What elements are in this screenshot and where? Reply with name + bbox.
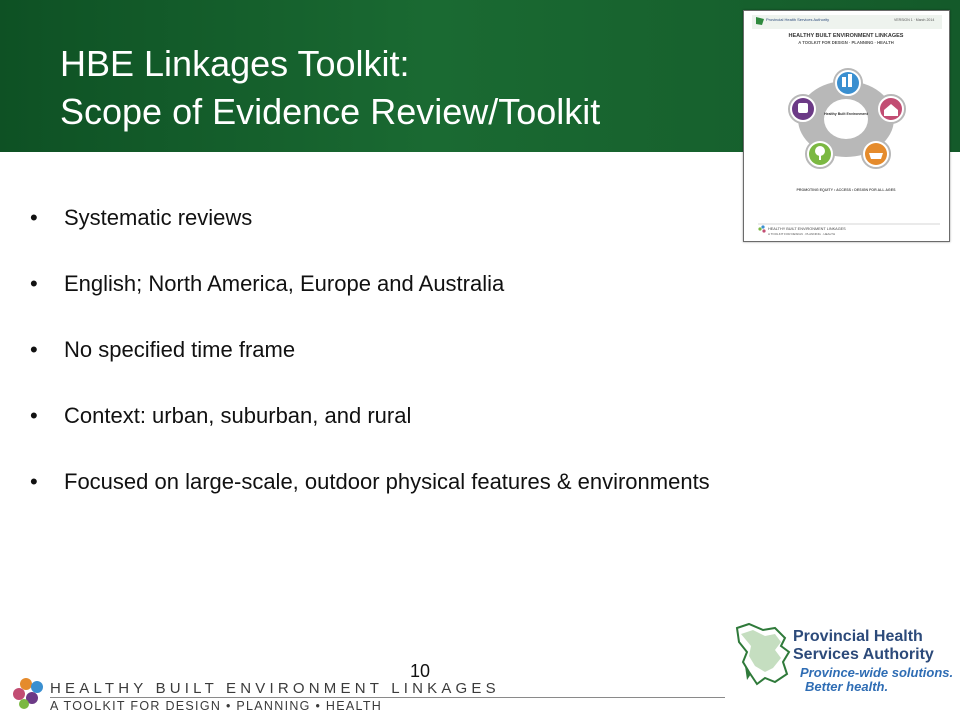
thumb-center-label: Healthy Built Environment [824, 112, 868, 116]
phsa-name-line2: Services Authority [793, 646, 934, 663]
bullet-marker: • [30, 337, 38, 362]
bullet-marker: • [30, 271, 38, 296]
bullet-marker: • [30, 403, 38, 428]
footer-subtitle: A TOOLKIT FOR DESIGN • PLANNING • HEALTH [50, 699, 383, 713]
slide-title [60, 40, 600, 136]
bullet-text: Systematic reviews [64, 205, 253, 230]
footer-divider [50, 697, 725, 698]
house-icon [877, 95, 905, 123]
phsa-tagline-line2: Better health. [805, 679, 889, 694]
train-icon [789, 95, 817, 123]
thumb-footer-subtitle: A TOOLKIT FOR DESIGN · PLANNING · HEALTH [768, 232, 836, 236]
phsa-name-line1: Provincial Health [793, 628, 923, 645]
toolkit-cover-thumbnail [743, 10, 950, 242]
bullet-text: English; North America, Europe and Australia [64, 271, 505, 296]
thumb-footer-title: HEALTHY BUILT ENVIRONMENT LINKAGES [768, 227, 846, 231]
slide-title-line2: Scope of Evidence Review/Toolkit [60, 91, 601, 132]
thumb-version: VERSION 1 · March 2014 [894, 18, 935, 22]
toolkit-cover-image [744, 11, 949, 241]
phsa-tagline-line1: Province-wide solutions. [800, 665, 954, 680]
thumb-title: HEALTHY BUILT ENVIRONMENT LINKAGES [788, 33, 904, 39]
food-basket-icon [862, 140, 890, 168]
slide-title-line1: HBE Linkages Toolkit: [60, 43, 410, 84]
bullet-marker: • [30, 205, 38, 230]
footer-title: HEALTHY BUILT ENVIRONMENT LINKAGES [50, 680, 500, 697]
bullet-text: No specified time frame [64, 337, 296, 362]
bullet-text: Focused on large-scale, outdoor physical features & environments [64, 469, 710, 494]
tree-icon [806, 140, 834, 168]
page-number: 10 [410, 661, 431, 681]
bullet-marker: • [30, 469, 38, 494]
buildings-icon [834, 69, 862, 97]
bullet-text: Context: urban, suburban, and rural [64, 403, 412, 428]
thumb-tagline: PROMOTING EQUITY • ACCESS • DESIGN FOR ALL AGES [796, 188, 896, 192]
thumb-header-org: Provincial Health Services Authority [766, 17, 830, 22]
thumb-subtitle: A TOOLKIT FOR DESIGN · PLANNING · HEALTH [798, 40, 894, 45]
